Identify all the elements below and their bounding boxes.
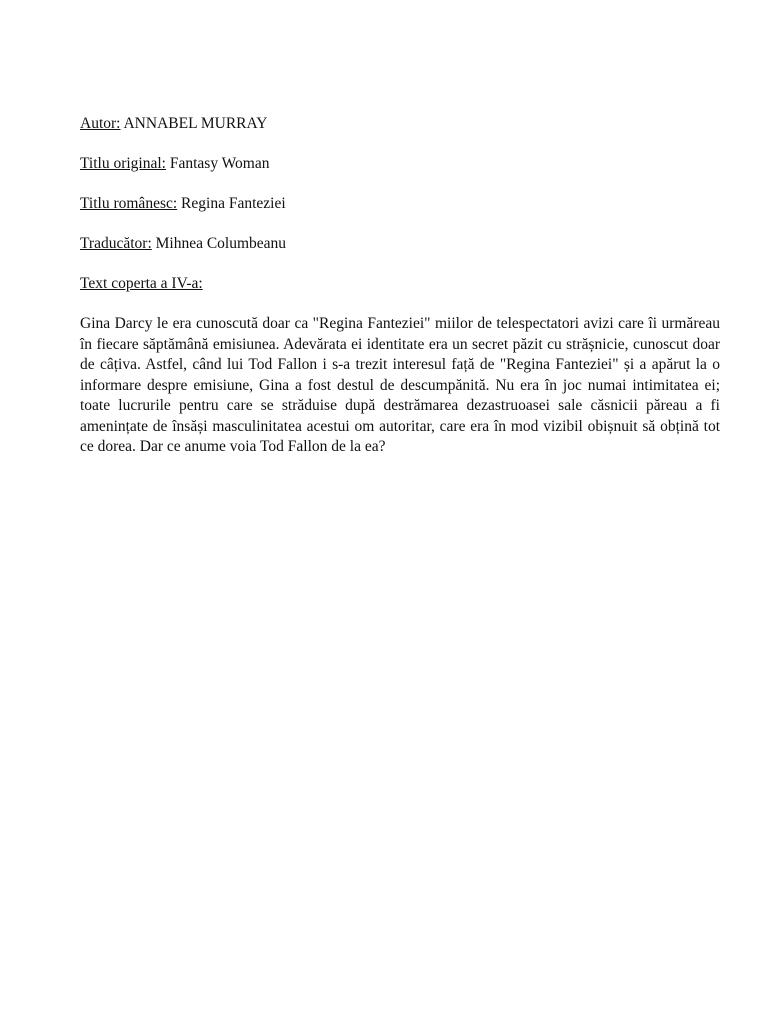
document-page — [80, 114, 720, 473]
translator-value: Mihnea Columbeanu — [151, 235, 287, 252]
author-value: ANNABEL MURRAY — [120, 115, 268, 132]
author-line — [80, 114, 720, 135]
translator-label: Traducător: — [80, 235, 152, 252]
romanian-title-value: Regina Fanteziei — [177, 195, 286, 212]
cover-text-heading-line — [80, 274, 720, 295]
cover-text-heading: Text coperta a IV-a: — [80, 275, 203, 292]
romanian-title-line — [80, 194, 720, 215]
author-label: Autor: — [80, 115, 121, 132]
original-title-label: Titlu original: — [80, 155, 166, 172]
cover-text-paragraph: Gina Darcy le era cunoscută doar ca "Regina Fanteziei" miilor de telespectatori avizi care îi urmăreau în fiecare săptămână emisiunea. Adevărata ei identitate era un secret păzit cu strășnicie, cunoscut doar de câțiva. Astfel, când lui Tod Fallon i s-a trezit interesul față de "Regina Fanteziei" și a apărut la o informare despre emisiune, Gina a fost destul de descumpănită. Nu era în joc numai intimitatea ei; toate lucrurile pentru care se străduise după destrămarea dezastruoasei sale căsnicii păreau a fi amenințate de însăși masculinitatea acestui om autoritar, care era în mod vizibil obișnuit să obțină tot ce dorea. Dar ce anume voia Tod Fallon de la ea? — [80, 315, 720, 455]
original-title-value: Fantasy Woman — [165, 155, 270, 172]
romanian-title-label: Titlu românesc: — [80, 195, 178, 212]
translator-line — [80, 234, 720, 255]
original-title-line — [80, 154, 720, 175]
